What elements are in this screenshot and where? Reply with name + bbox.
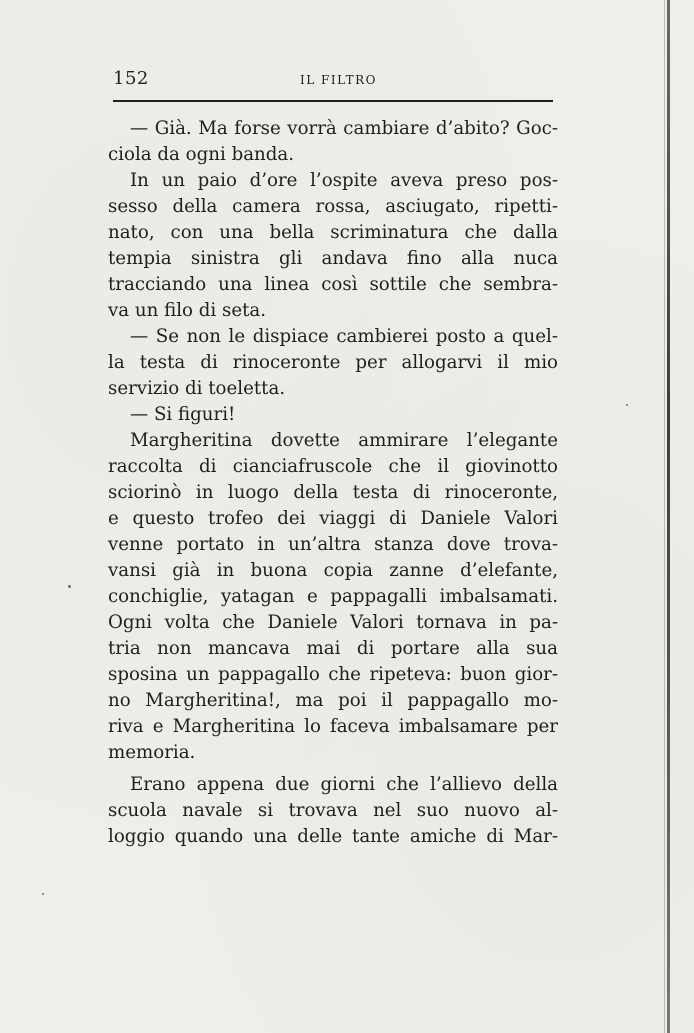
- text-line: conchiglie, yatagan e pappagalli imbalsamati.: [108, 586, 558, 607]
- text-line: — Già. Ma forse vorrà cambiare d’abito? Goc-: [130, 118, 558, 139]
- text-line: Margheritina dovette ammirare l’elegante: [130, 430, 558, 451]
- page-number: 152: [113, 68, 149, 89]
- text-line: sesso della camera rossa, asciugato, ripetti-: [108, 196, 558, 217]
- text-line: sposina un pappagallo che ripeteva: buon gior-: [108, 664, 558, 685]
- text-line: la testa di rinoceronte per allogarvi il mio: [108, 352, 558, 373]
- text-line: vansi già in buona copia zanne d’elefante,: [108, 560, 558, 581]
- text-line: va un filo di seta.: [108, 300, 267, 321]
- text-line: tempia sinistra gli andava fino alla nuca: [108, 248, 558, 269]
- text-line: nato, con una bella scriminatura che dalla: [108, 222, 558, 243]
- header-rule: [113, 100, 553, 102]
- text-line: venne portato in un’altra stanza dove trova-: [108, 534, 558, 555]
- text-line: — Se non le dispiace cambierei posto a quel-: [130, 326, 558, 347]
- paper-speck: [626, 404, 628, 406]
- body-text: [108, 116, 558, 850]
- text-line: — Si figuri!: [130, 404, 236, 425]
- text-line: ciola da ogni banda.: [108, 144, 295, 165]
- text-line: loggio quando una delle tante amiche di Mar-: [108, 826, 558, 847]
- text-line: memoria.: [108, 742, 196, 763]
- text-line: raccolta di cianciafruscole che il giovinotto: [108, 456, 558, 477]
- text-line: tria non mancava mai di portare alla sua: [108, 638, 558, 659]
- text-line: Erano appena due giorni che l’allievo della: [130, 774, 558, 795]
- text-line: scuola navale si trovava nel suo nuovo al-: [108, 800, 558, 821]
- page-binding-edge: [667, 0, 670, 1033]
- running-title: IL FILTRO: [300, 73, 377, 87]
- text-line: riva e Margheritina lo faceva imbalsamare per: [108, 716, 558, 737]
- text-line: In un paio d’ore l’ospite aveva preso pos-: [130, 170, 558, 191]
- text-line: no Margheritina!, ma poi il pappagallo mo-: [108, 690, 558, 711]
- page-binding-shadow: [664, 0, 665, 1033]
- page-header: [113, 68, 553, 92]
- paper-speck: [42, 893, 44, 895]
- text-line: sciorinò in luogo della testa di rinoceronte,: [108, 482, 558, 503]
- text-line: tracciando una linea così sottile che sembra-: [108, 274, 558, 295]
- text-line: servizio di toeletta.: [108, 378, 286, 399]
- text-line: e questo trofeo dei viaggi di Daniele Valori: [108, 508, 558, 529]
- text-line: Ogni volta che Daniele Valori tornava in pa-: [108, 612, 558, 633]
- paper-speck: [68, 585, 71, 588]
